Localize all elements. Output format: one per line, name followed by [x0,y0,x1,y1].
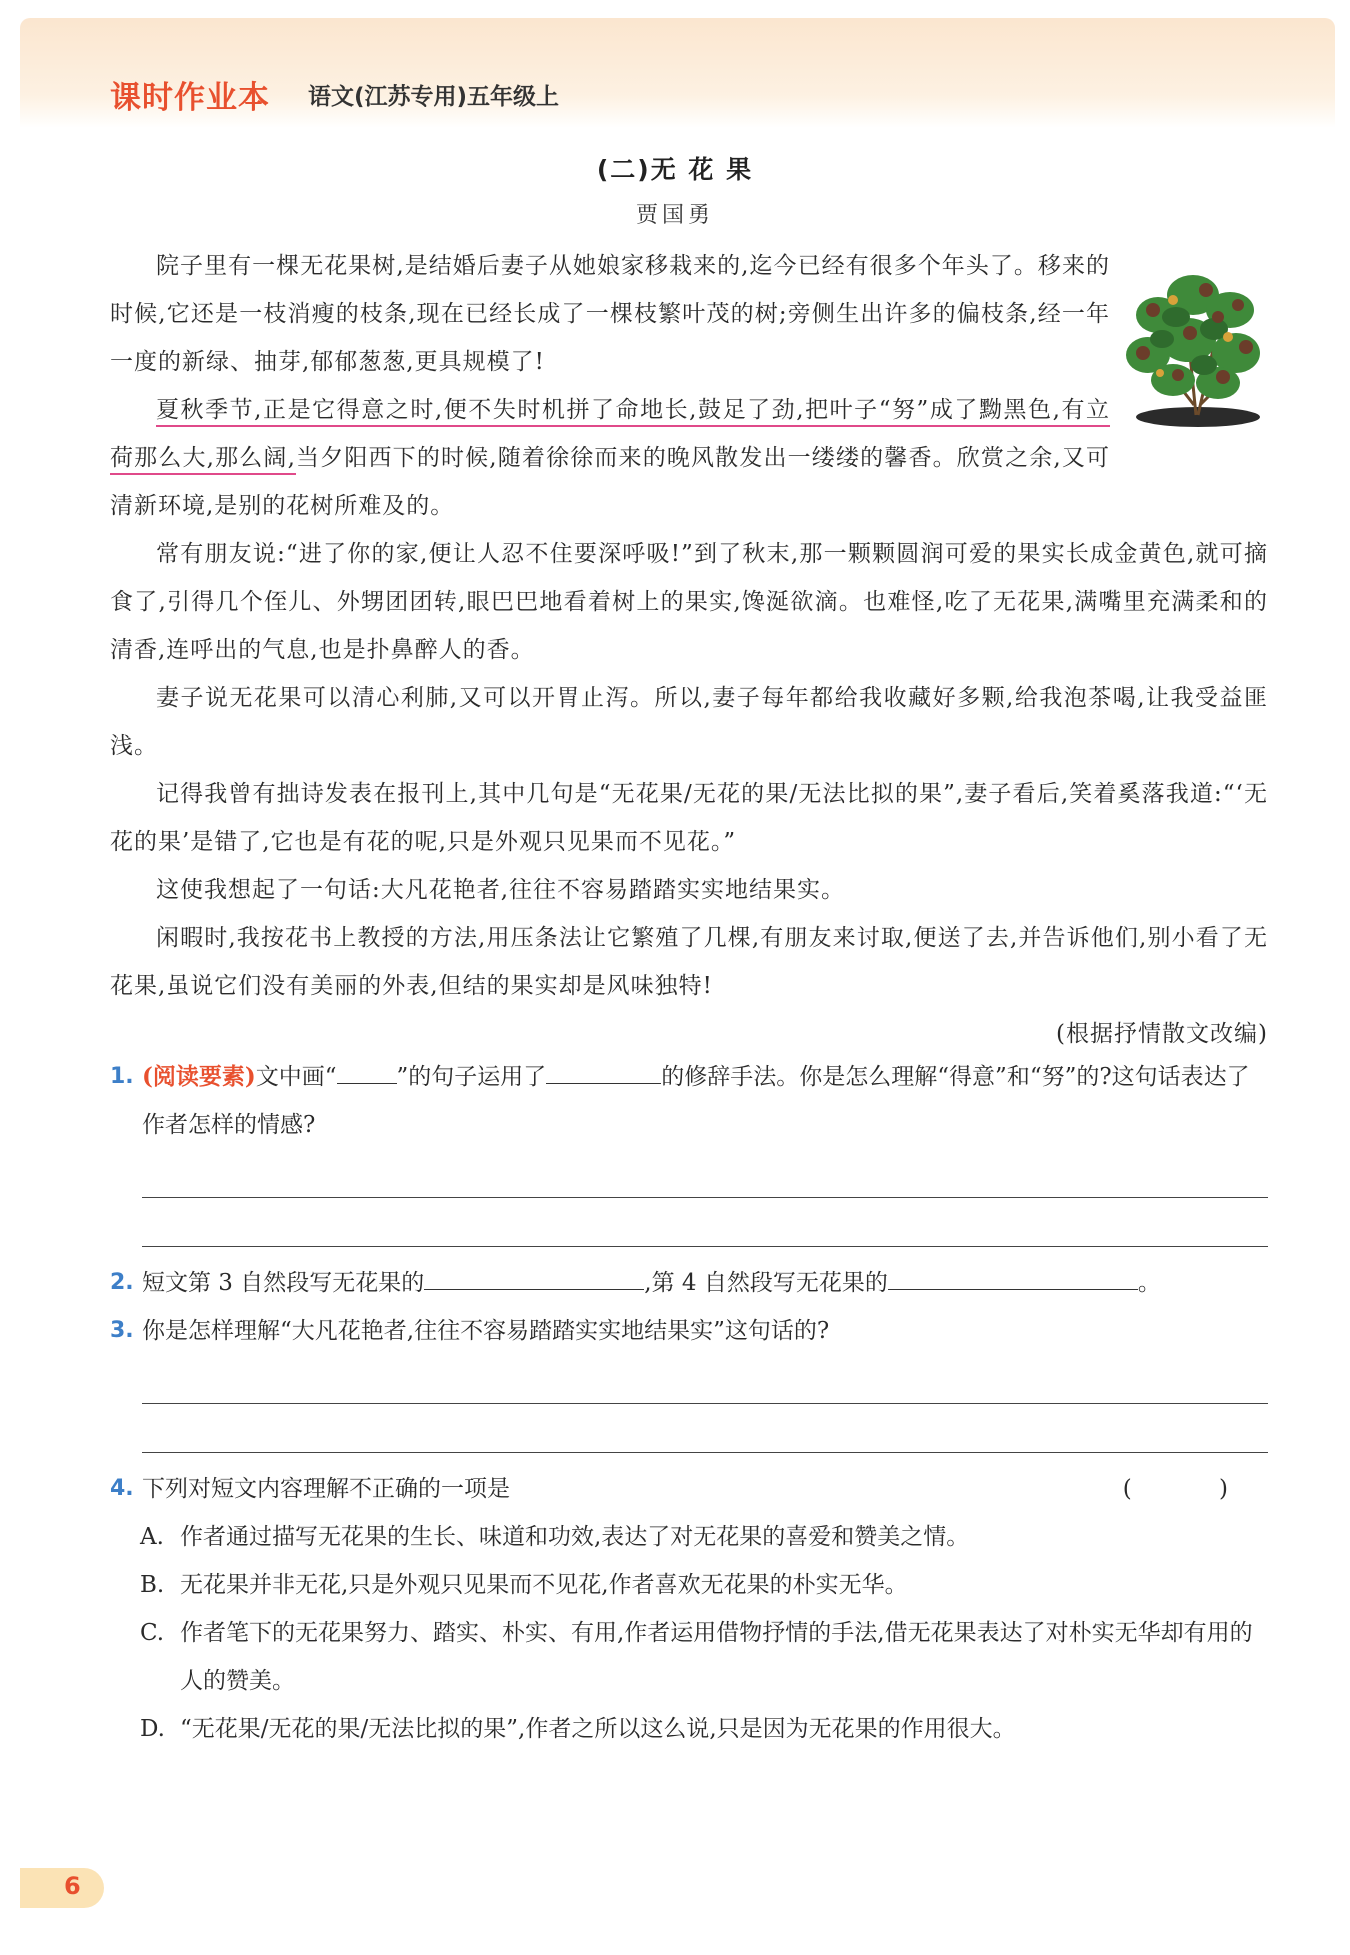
option-text: 作者笔下的无花果努力、踏实、朴实、有用,作者运用借物抒情的手法,借无花果表达了对朴实无华却有用的人的赞美。 [180,1620,1253,1694]
answer-blank[interactable] [888,1267,1138,1290]
option-c[interactable] [110,1609,1268,1705]
passage-author: 贾国勇 [635,203,714,228]
question-text: 的修辞手法。你是怎么理解“得意”和“努”的?这句话表达了作者怎样的情感? [142,1064,1250,1138]
question-1 [110,1053,1268,1149]
question-text: 文中画“ [255,1064,337,1090]
option-text: “无花果/无花的果/无法比拟的果”,作者之所以这么说,只是因为无花果的作用很大。 [180,1716,1016,1742]
paragraph-4: 妻子说无花果可以清心利肺,又可以开胃止泻。所以,妻子每年都给我收藏好多颗,给我泡茶喝,让我受益匪浅。 [110,685,1268,759]
question-text: 。 [1137,1270,1161,1296]
passage-body [110,242,1268,1058]
question-number: 3. [110,1318,134,1343]
option-a[interactable] [110,1513,1268,1561]
page-badge [20,1868,104,1908]
answer-line[interactable] [142,1404,1268,1453]
question-number: 1. [110,1064,134,1089]
question-3 [110,1307,1268,1355]
questions-section [110,1053,1268,1753]
question-text: 你是怎样理解“大凡花艳者,往往不容易踏踏实实地结果实”这句话的? [142,1318,830,1344]
question-2 [110,1259,1268,1307]
answer-line[interactable] [142,1198,1268,1247]
passage-source: (根据抒情散文改编) [1056,1021,1268,1047]
question-text: ,第 4 自然段写无花果的 [644,1270,888,1296]
option-letter: C. [140,1620,165,1646]
underlined-sentence: 夏秋季节,正是它得意之时,便不失时机拼了命地长,鼓足了劲,把叶子“努”成了黝黑色,有立荷那么大,那么阔, [110,397,1110,475]
paragraph-1: 院子里有一棵无花果树,是结婚后妻子从她娘家移栽来的,迄今已经有很多个年头了。移来的时候,它还是一枝消瘦的枝条,现在已经长成了一棵枝繁叶茂的树;旁侧生出许多的偏枝条,经一年一度的新绿、抽芽,郁郁葱葱,更具规模了! [110,253,1110,375]
option-b[interactable] [110,1561,1268,1609]
option-letter: A. [140,1524,164,1550]
answer-line[interactable] [142,1355,1268,1404]
answer-blank[interactable] [337,1061,397,1084]
brand-title: 课时作业本 [110,80,270,116]
option-letter: B. [140,1572,165,1598]
page-number: 6 [64,1872,81,1900]
answer-blank[interactable] [546,1061,661,1084]
option-text: 无花果并非无花,只是外观只见果而不见花,作者喜欢无花果的朴实无华。 [180,1572,908,1598]
paragraph-2-rest: 当夕阳西下的时候,随着徐徐而来的晚风散发出一缕缕的馨香。欣赏之余,又可清新环境,是别的花树所难及的。 [110,445,1111,519]
question-number: 4. [110,1476,134,1501]
question-4 [110,1465,1268,1513]
question-tag: (阅读要素) [142,1063,256,1090]
option-d[interactable] [110,1705,1268,1753]
question-text: ”的句子运用了 [396,1064,547,1090]
question-text: 短文第 3 自然段写无花果的 [142,1270,425,1296]
paragraph-3: 常有朋友说:“进了你的家,便让人忍不住要深呼吸!”到了秋末,那一颗颗圆润可爱的果实长成金黄色,就可摘食了,引得几个侄儿、外甥团团转,眼巴巴地看着树上的果实,馋涎欲滴。也难怪,吃了无花果,满嘴里充满柔和的清香,连呼出的气息,也是扑鼻醉人的香。 [110,541,1268,663]
answer-line[interactable] [142,1149,1268,1198]
passage-title: (二)无 花 果 [596,155,754,184]
option-letter: D. [140,1716,165,1742]
paragraph-2 [110,386,1110,530]
answer-blank[interactable] [424,1267,644,1290]
option-text: 作者通过描写无花果的生长、味道和功效,表达了对无花果的喜爱和赞美之情。 [180,1524,970,1550]
answer-parentheses[interactable]: ( ) [1122,1476,1268,1502]
question-text: 下列对短文内容理解不正确的一项是 [142,1476,510,1502]
paragraph-6: 这使我想起了一句话:大凡花艳者,往往不容易踏踏实实地结果实。 [156,877,846,903]
subject-label: 语文(江苏专用)五年级上 [308,84,560,110]
question-number: 2. [110,1270,134,1295]
paragraph-5: 记得我曾有拙诗发表在报刊上,其中几句是“无花果/无花的果/无法比拟的果”,妻子看后,笑着奚落我道:“‘无花的果’是错了,它也是有花的呢,只是外观只见果而不见花。” [110,781,1268,855]
paragraph-7: 闲暇时,我按花书上教授的方法,用压条法让它繁殖了几棵,有朋友来讨取,便送了去,并告诉他们,别小看了无花果,虽说它们没有美丽的外表,但结的果实却是风味独特! [110,925,1268,999]
